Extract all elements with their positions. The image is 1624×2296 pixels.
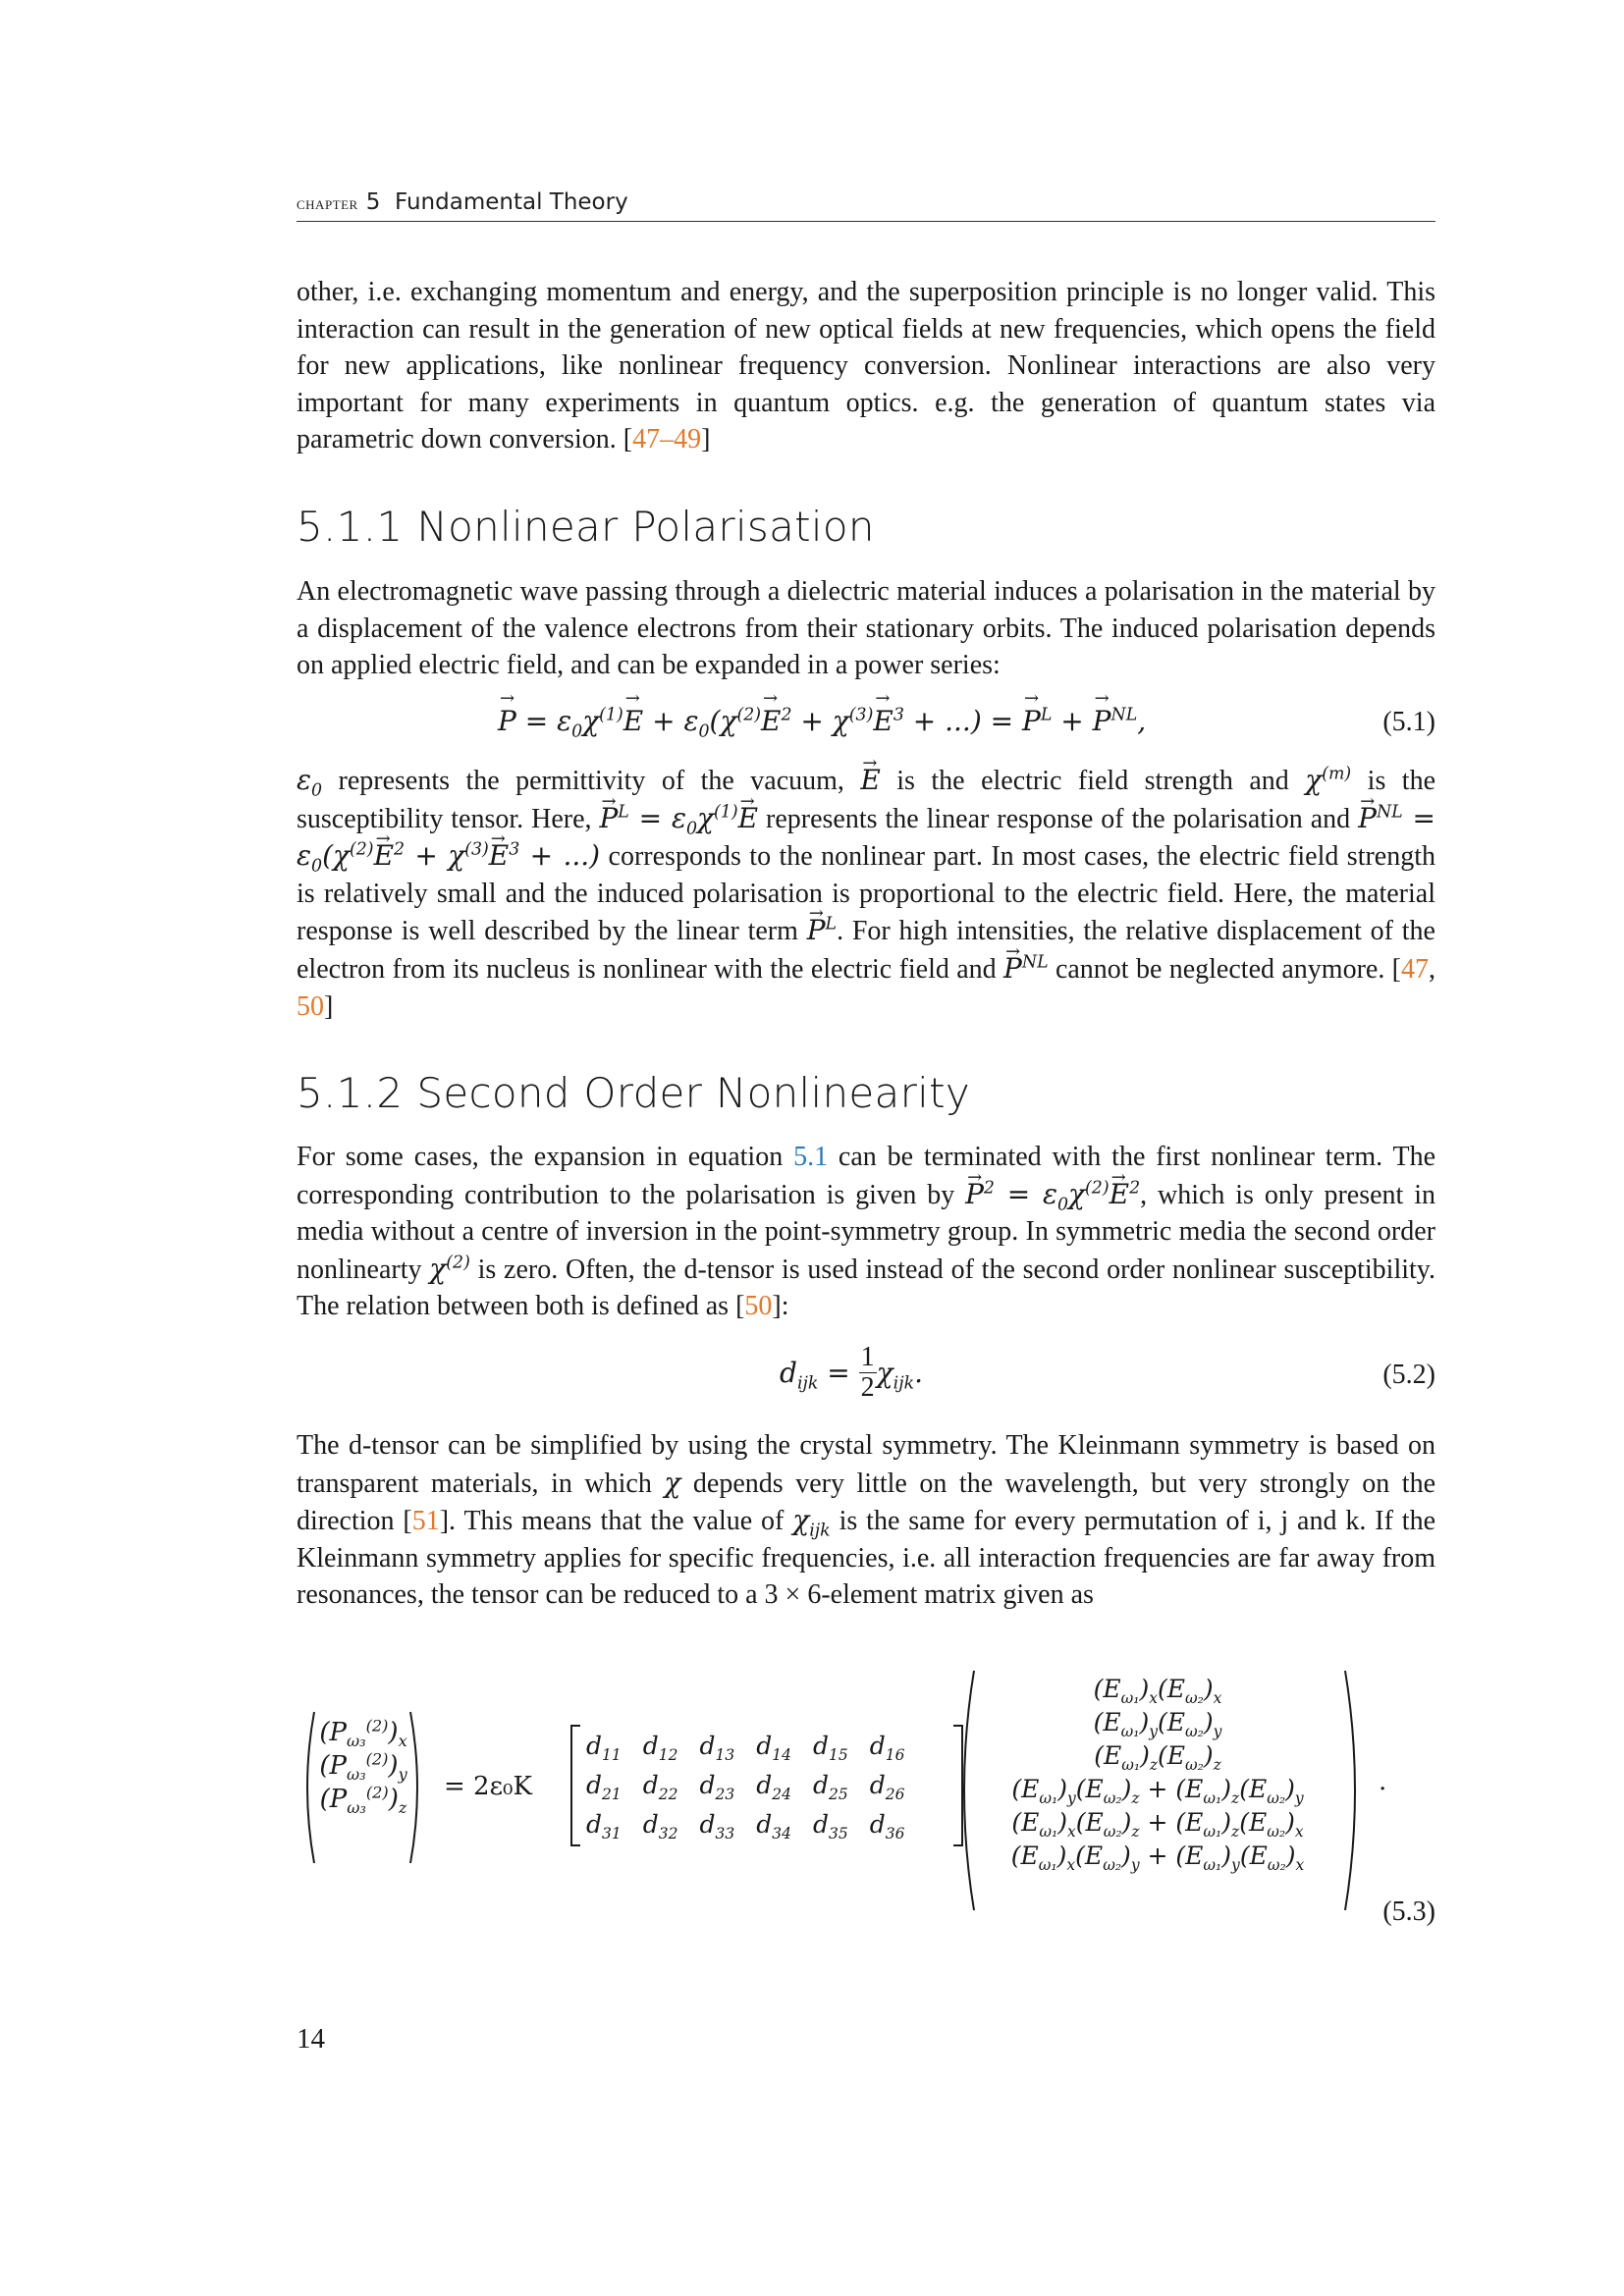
right-paren	[406, 1710, 426, 1865]
equation-ref-link[interactable]: 5.1	[793, 1142, 829, 1172]
matrix-cell: $d_{22}$	[642, 1771, 678, 1803]
equation-period: .	[1379, 1767, 1387, 1796]
section-heading-5-1-2: 5.1.2 Second Order Nonlinearity	[297, 1069, 971, 1117]
matrix-cell: $d_{15}$	[813, 1732, 848, 1764]
citation-link[interactable]: 47	[1401, 953, 1429, 985]
equation-number: (5.1)	[1382, 707, 1435, 737]
matrix-cell: $d_{13}$	[699, 1732, 735, 1764]
chapter-title: Fundamental Theory	[395, 189, 628, 215]
right-paren	[1341, 1669, 1367, 1912]
matrix-cell: $d_{23}$	[699, 1771, 735, 1803]
section2-paragraph1: For some cases, the expansion in equation 5.1 can be terminated with the first nonlinear term. The corresponding contribution to the polarisation is given by → $P^2 = \varepsilon_0\chi^{(2)}\to E^2$, which is only present in media without a centre of inversion in the point-symmetry group. In symmetric media the second order nonlinearty $\chi^{(2)}$ is zero. Often, the d-tensor is used instead of the second order nonlinear susceptibility. The relation between both is defined as [50]:	[297, 1139, 1435, 1325]
matrix-cell: $d_{24}$	[756, 1771, 791, 1803]
citation-link[interactable]: 51	[411, 1506, 440, 1537]
matrix-cell: $d_{12}$	[642, 1732, 678, 1764]
equation-5-2: $d_{ijk}$ = $\frac{1}{2}$ $\chi_{ijk}$. (5.2)	[780, 1342, 1435, 1403]
equation-number: (5.2)	[1382, 1360, 1435, 1390]
matrix-cell: $d_{14}$	[756, 1732, 791, 1764]
equation-number: (5.3)	[1382, 1896, 1435, 1927]
d-matrix-table	[575, 1727, 916, 1844]
matrix-row	[575, 1805, 916, 1844]
chapter-label: chapter	[297, 193, 358, 214]
chapter-number: 5	[365, 189, 381, 215]
matrix-cell: $d_{25}$	[813, 1771, 848, 1803]
section1-paragraph1: An electromagnetic wave passing through a dielectric material induces a polarisation in the material by a displacement of the valence electrons from their stationary orbits. The induced polarisation depends on applied electric field, and can be expanded in a power series:	[297, 576, 1435, 681]
matrix-cell: $d_{36}$	[869, 1810, 905, 1842]
section2-paragraph2: The d-tensor can be simplified by using the crystal symmetry. The Kleinmann symmetry is based on transparent materials, in which χ depends very little on the wavelength, but very strongly on the direction [51]. This means that the value of $\chi_{ijk}$ is the same for every permutation of i, j and k. If the Kleinmann symmetry applies for specific frequencies, i.e. all interaction frequencies are far away from resonances, the tensor can be reduced to a 3 × 6-element matrix given as	[297, 1430, 1435, 1611]
matrix-cell: $d_{16}$	[869, 1732, 905, 1764]
matrix-cell: $d_{33}$	[699, 1810, 735, 1842]
polarisation-vector: $(P_{\omega_3}^{(2)})_x$ $(P_{\omega_3}^{(2)})_y$ $(P_{\omega_3}^{(2)})_z$	[319, 1716, 407, 1818]
matrix-cell: $d_{26}$	[869, 1771, 905, 1803]
equation-5-3	[297, 1669, 1435, 1944]
running-header	[297, 189, 1435, 222]
section-heading-5-1-1: 5.1.1 Nonlinear Polarisation	[297, 503, 875, 551]
left-paren	[298, 1710, 318, 1865]
matrix-cell: $d_{35}$	[813, 1810, 848, 1842]
coefficient: = 2ε₀K	[444, 1772, 532, 1801]
matrix-row	[575, 1766, 916, 1805]
citation-link[interactable]: 50	[744, 1291, 773, 1322]
equation-5-1: → $P = \varepsilon_0\chi^{(1)}\to E + \varepsilon_0(\chi^{(2)}\to E^2 + \chi^{(3)}\to E^3$ + ...) = → $P^L$ + → $P^{NL}$, (5.1)	[297, 705, 1435, 750]
matrix-row	[575, 1727, 916, 1766]
citation-link[interactable]: 47–49	[632, 424, 702, 455]
matrix-cell: $d_{21}$	[586, 1771, 622, 1803]
section1-paragraph2: $\varepsilon_0$ represents the permittivity of the vacuum, → E is the electric field strength and $\chi^{(m)}$ is the susceptibility tensor. Here, → $P^L = \varepsilon_0\chi^{(1)}\to E$ represents the linear response of the polarisation and → $P^{NL} = \varepsilon_0(\chi^{(2)}\to E^2 + \chi^{(3)}\to E^3$ + ...) corresponds to the nonlinear part. In most cases, the electric field strength is relatively small and the induced polarisation is proportional to the electric field. Here, the material response is well described by the linear term → $P^L$. For high intensities, the relative displacement of the electron from its nucleus is nonlinear with the electric field and → $P^{NL}$ cannot be neglected anymore. [47, 50]	[297, 762, 1435, 1025]
matrix-cell: $d_{32}$	[642, 1810, 678, 1842]
matrix-cell: $d_{31}$	[586, 1810, 622, 1842]
matrix-cell: $d_{11}$	[586, 1732, 622, 1764]
citation-link[interactable]: 50	[297, 990, 324, 1022]
matrix-cell: $d_{34}$	[756, 1810, 791, 1842]
field-product-vector: $(E_{\omega_1})_x(E_{\omega_2})_x$ $(E_{\omega_1})_y(E_{\omega_2})_y$ $(E_{\omega_1})_z(E_{\omega_2})_z$ $(E_{\omega_1})_y(E_{\omega_2})_z + (E_{\omega_1})_z(E_{\omega_2})_y$ $(E_{\omega_1})_x(E_{\omega_2})_z + (E_{\omega_1})_z(E_{\omega_2})_x$ $(E_{\omega_1})_x(E_{\omega_2})_y + (E_{\omega_1})_y(E_{\omega_2})_x$	[1010, 1675, 1305, 1874]
intro-paragraph: other, i.e. exchanging momentum and energy, and the superposition principle is no longer valid. This interaction can result in the generation of new optical fields at new frequencies, which opens the field for new applications, like nonlinear frequency conversion. Nonlinear interactions are also very important for many experiments in quantum optics. e.g. the generation of quantum states via parametric down conversion. [47–49]	[297, 277, 1435, 455]
page-number: 14	[297, 2023, 325, 2055]
